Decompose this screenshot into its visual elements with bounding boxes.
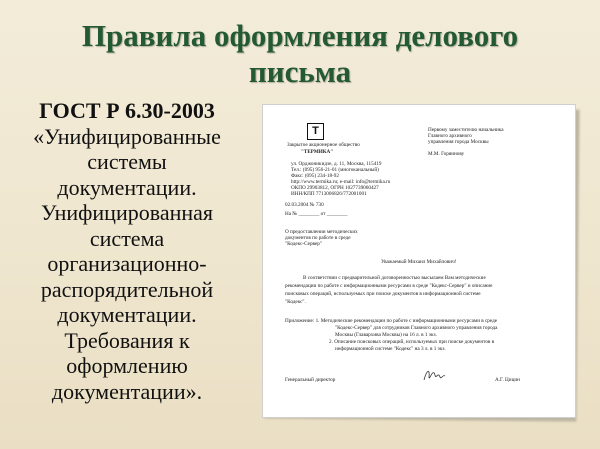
signature-image	[421, 365, 447, 385]
attachment-line: 2. Описание поисковых операций, используемых при поиске документов в	[329, 339, 495, 345]
salutation: Уважаемый Михаил Михайлович!	[381, 259, 457, 265]
standard-description	[8, 98, 246, 404]
org-name: "ТЕРМИКА"	[301, 149, 334, 155]
desc-line: система	[89, 225, 165, 251]
addressee-line: Главного архивного	[428, 133, 472, 139]
attachment-line: "Кодекс-Сервер" для сотрудников Главного архивного управления города	[335, 325, 498, 331]
requisite-line: http://www.termika.ru; e-mail: info@termika.ru	[291, 179, 391, 185]
letter-reference: На № ________ от ________	[285, 211, 348, 217]
body-line: "Кодекс".	[285, 299, 306, 305]
subject-line: документов по работе в среде	[285, 235, 351, 241]
attachment-line: Москвы (Главархива Москвы) на 16 л. в 1 экз.	[335, 332, 437, 338]
slide-title	[20, 18, 580, 90]
subject-line: О предоставлении методических	[285, 229, 358, 235]
gost-code: ГОСТ Р 6.30-2003	[39, 98, 215, 123]
letter-date-number: 02.03.2004 № 730	[285, 202, 324, 208]
addressee-name: М.М. Горяинову	[428, 151, 465, 157]
desc-line: оформлению	[66, 353, 188, 378]
body-line: поисковых операций, используемых при поиске документов в информационной системе	[285, 291, 481, 297]
body-line: рекомендации по работе с информационными ресурсами в среде "Кодекс-Сервер" и описание	[285, 283, 493, 289]
desc-line: документации.	[57, 302, 197, 327]
logo-letter: T	[312, 125, 319, 138]
org-type: Закрытое акционерное общество	[287, 142, 360, 148]
addressee-line: Первому заместителю начальника	[428, 127, 504, 133]
slide-title-line1: Правила оформления делового	[81, 18, 519, 53]
attachment-line: Приложение: 1. Методические рекомендации по работе с информационными ресурсами в среде	[285, 318, 498, 324]
desc-line: системы	[87, 149, 167, 174]
addressee-line: управления города Москвы	[428, 139, 489, 145]
desc-line: распорядительной	[40, 276, 214, 302]
letter-sample	[262, 104, 576, 418]
requisite-line: ОКПО 29903812, ОГРН 1027739060427	[291, 185, 379, 191]
body-line: В соответствии с предварительной договоренностью высылаем Вам методические	[303, 275, 486, 281]
desc-line: «Унифицированные	[33, 123, 221, 149]
desc-line: документации.	[57, 174, 197, 200]
signer-title: Генеральный директор	[285, 377, 336, 383]
desc-line: Унифицированная	[40, 200, 214, 225]
requisite-line: Факс: (095) 234-18-92	[291, 173, 339, 179]
requisite-line: ул. Орджоникидзе, д. 11, Москва, 115419	[291, 161, 382, 167]
attachment-line: информационной системе "Кодекс" на 3 л. в 1 экз.	[335, 346, 446, 352]
requisite-line: Тел.: (095) 956-21-01 (многоканальный)	[291, 167, 379, 173]
desc-line: Требования к	[64, 327, 190, 353]
desc-line: документации».	[51, 378, 203, 404]
company-logo	[307, 123, 324, 140]
signer-name: А.Г. Цицин	[495, 377, 520, 383]
slide-title-line2: письма	[248, 54, 352, 89]
desc-line: организационно-	[47, 251, 207, 276]
subject-line: "Кодекс-Сервер"	[285, 241, 322, 247]
requisite-line: ИНН/КПП 7713006826/772001001	[291, 191, 367, 197]
